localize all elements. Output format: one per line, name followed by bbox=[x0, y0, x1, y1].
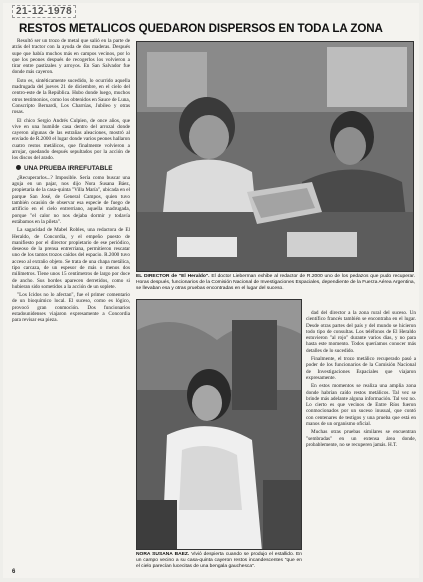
photo-caption-top bbox=[136, 274, 415, 291]
headline: RESTOS METALICOS QUEDARON DISPERSOS EN TODA LA ZONA bbox=[19, 22, 383, 35]
paragraph: En estos momentos se realiza una amplia zona donde habrían caído restos metálicos. Tal vez se brinde más adelante alguna información. Tal vez no. Lo cierto es que vecinos de Entre Ríos fueron conmocionados por un suceso inusual, que contó con centenares de testigos y una prueba que está en manos de un organismo oficial. bbox=[306, 383, 416, 428]
paragraph: Muchas otras pruebas similares se encuentran "sembradas" en un extensa área donde, probablemente, no se recuperen jamás. H.T. bbox=[306, 429, 416, 448]
article-column-left bbox=[12, 38, 130, 566]
subheading-text: UNA PRUEBA IRREFUTABLE bbox=[24, 164, 113, 172]
paragraph: La sagacidad de Mabel Robles, una redactora de El Heraldo, de Concordia, y el empeño puesto de manifiesto por el director propietario de ese periódico, deseoso de la prensa entrerriana, permitieron rescatar uno de los tantos trozos caídos del espacio. R.2000 tuvo acceso al extraño objeto. Se trata de una chapa metálica, tipo carcaza, de un espesor de más o menos dos milímetros. Tiene unos 15 centímetros de largo por doce de ancho. Sus bordes aparecen derretidos, como si hubieran sido sometidos a la acción de un soplete. bbox=[12, 227, 130, 290]
photo-director-with-metal-piece bbox=[136, 41, 414, 272]
paragraph: dad del director a la zona rural del suceso. Un científico francés también se encontraba en el lugar. Desde otras partes del país y del mundo se hicieron todo tipo de consultas. Los teléfonos de El Heraldo estuvieron "al rojo" durante varios días, y no para hasta este momento. Todos queríamos conocer más detalles de lo sucedido. bbox=[306, 310, 416, 354]
paragraph: ¿Recuperarlos...? Imposible. Sería como buscar una aguja en un pajar, nos dijo Nora Susana Báez, propietaria de la casa-quinta "Villa María", ubicada en el parque San José, de General Campos, quien tuvo también ocasión de observar esa especie de fuego de artificio en el cielo entrerriano, aquella madrugada, porque "el calor no nos dejaba dormir y todavía estábamos en la pileta". bbox=[12, 174, 130, 225]
paragraph: Resultó ser un trozo de metal que salió en la parte de atrás del tractor con la ayuda de dos maderas. Después supe que había muchos más en campos vecinos, por lo que los peones después de recogerlos los volvieron a tirar entre pastizales y arroyos. En San Salvador fue donde más cayeron. bbox=[12, 38, 130, 76]
date-stamp: 21-12-1978 bbox=[12, 5, 76, 18]
caption-lead: EL DIRECTOR de "El Heraldo". bbox=[136, 274, 210, 279]
subheading bbox=[16, 165, 130, 172]
photo-image bbox=[137, 42, 414, 272]
paragraph: Esto es, sintéticamente sucedido, lo ocurrido aquella madrugada del jueves 21 de diciembre, en el cielo del centro-este de la República. Hubo donde luego, muchos otros testimonios, como los obtenidos en Sauce de Luna, Conscripto Bernardi, Los Charrúas, Jubileo y otras rosas. bbox=[12, 77, 130, 116]
photo-nora-susana-baez bbox=[136, 299, 302, 550]
newspaper-clipping bbox=[3, 3, 419, 578]
caption-lead: NORA SUSANA BAEZ. bbox=[136, 552, 190, 557]
page-number: 6 bbox=[12, 569, 16, 575]
bullet-icon bbox=[16, 165, 21, 170]
caption-text: El doctor Lieberman exhibe al redactor de R.2000 uno de los pedazos que pudo recuperar. Horas después, funcionarios de la Comisión Nacional de Investigaciones Espaciales, dependiente de la Fuerza Aérea Argentina, se llevaban esa y otras pruebas encontradas en el lugar del suceso. bbox=[136, 274, 415, 291]
paragraph: El chico Sergio Andrés Culpien, de once años, que vive en una humilde casa dentro del arrozal donde cayeron algunas de las estrañas aleaciones, mostró al enviado de R.2000 el lugar donde varios peones hallaron cuatro restos metálicos, que finalmente volvieron a arrojar, quedando después sepultados por la acción de los discos del arado. bbox=[12, 117, 130, 162]
photo-caption-bottom bbox=[136, 552, 302, 569]
caption-text: Vivió despierta cuando se produjo el estallido. En un campo vecino a su casa-quinta cayeron restos incandescentes "que en el cielo parecían lucecitas de una bengala gauchesca". bbox=[136, 552, 303, 569]
article-column-right bbox=[306, 310, 416, 572]
paragraph: "Los Icidos no lo afectan", fue el primer comentario de un bioquímico local. El suceso, como es lógico, provocó gran conmoción. Dos funcionarios estadounidenses viajaron expresamente a Concordia para revisar esa pieza. bbox=[12, 292, 130, 324]
paragraph: Finalmente, el trozo metálico recuperado pasó a poder de los funcionarios de la Comisión Nacional de Investigaciones Espaciales que viajaron expresamente. bbox=[306, 356, 416, 381]
photo-image bbox=[137, 300, 302, 550]
